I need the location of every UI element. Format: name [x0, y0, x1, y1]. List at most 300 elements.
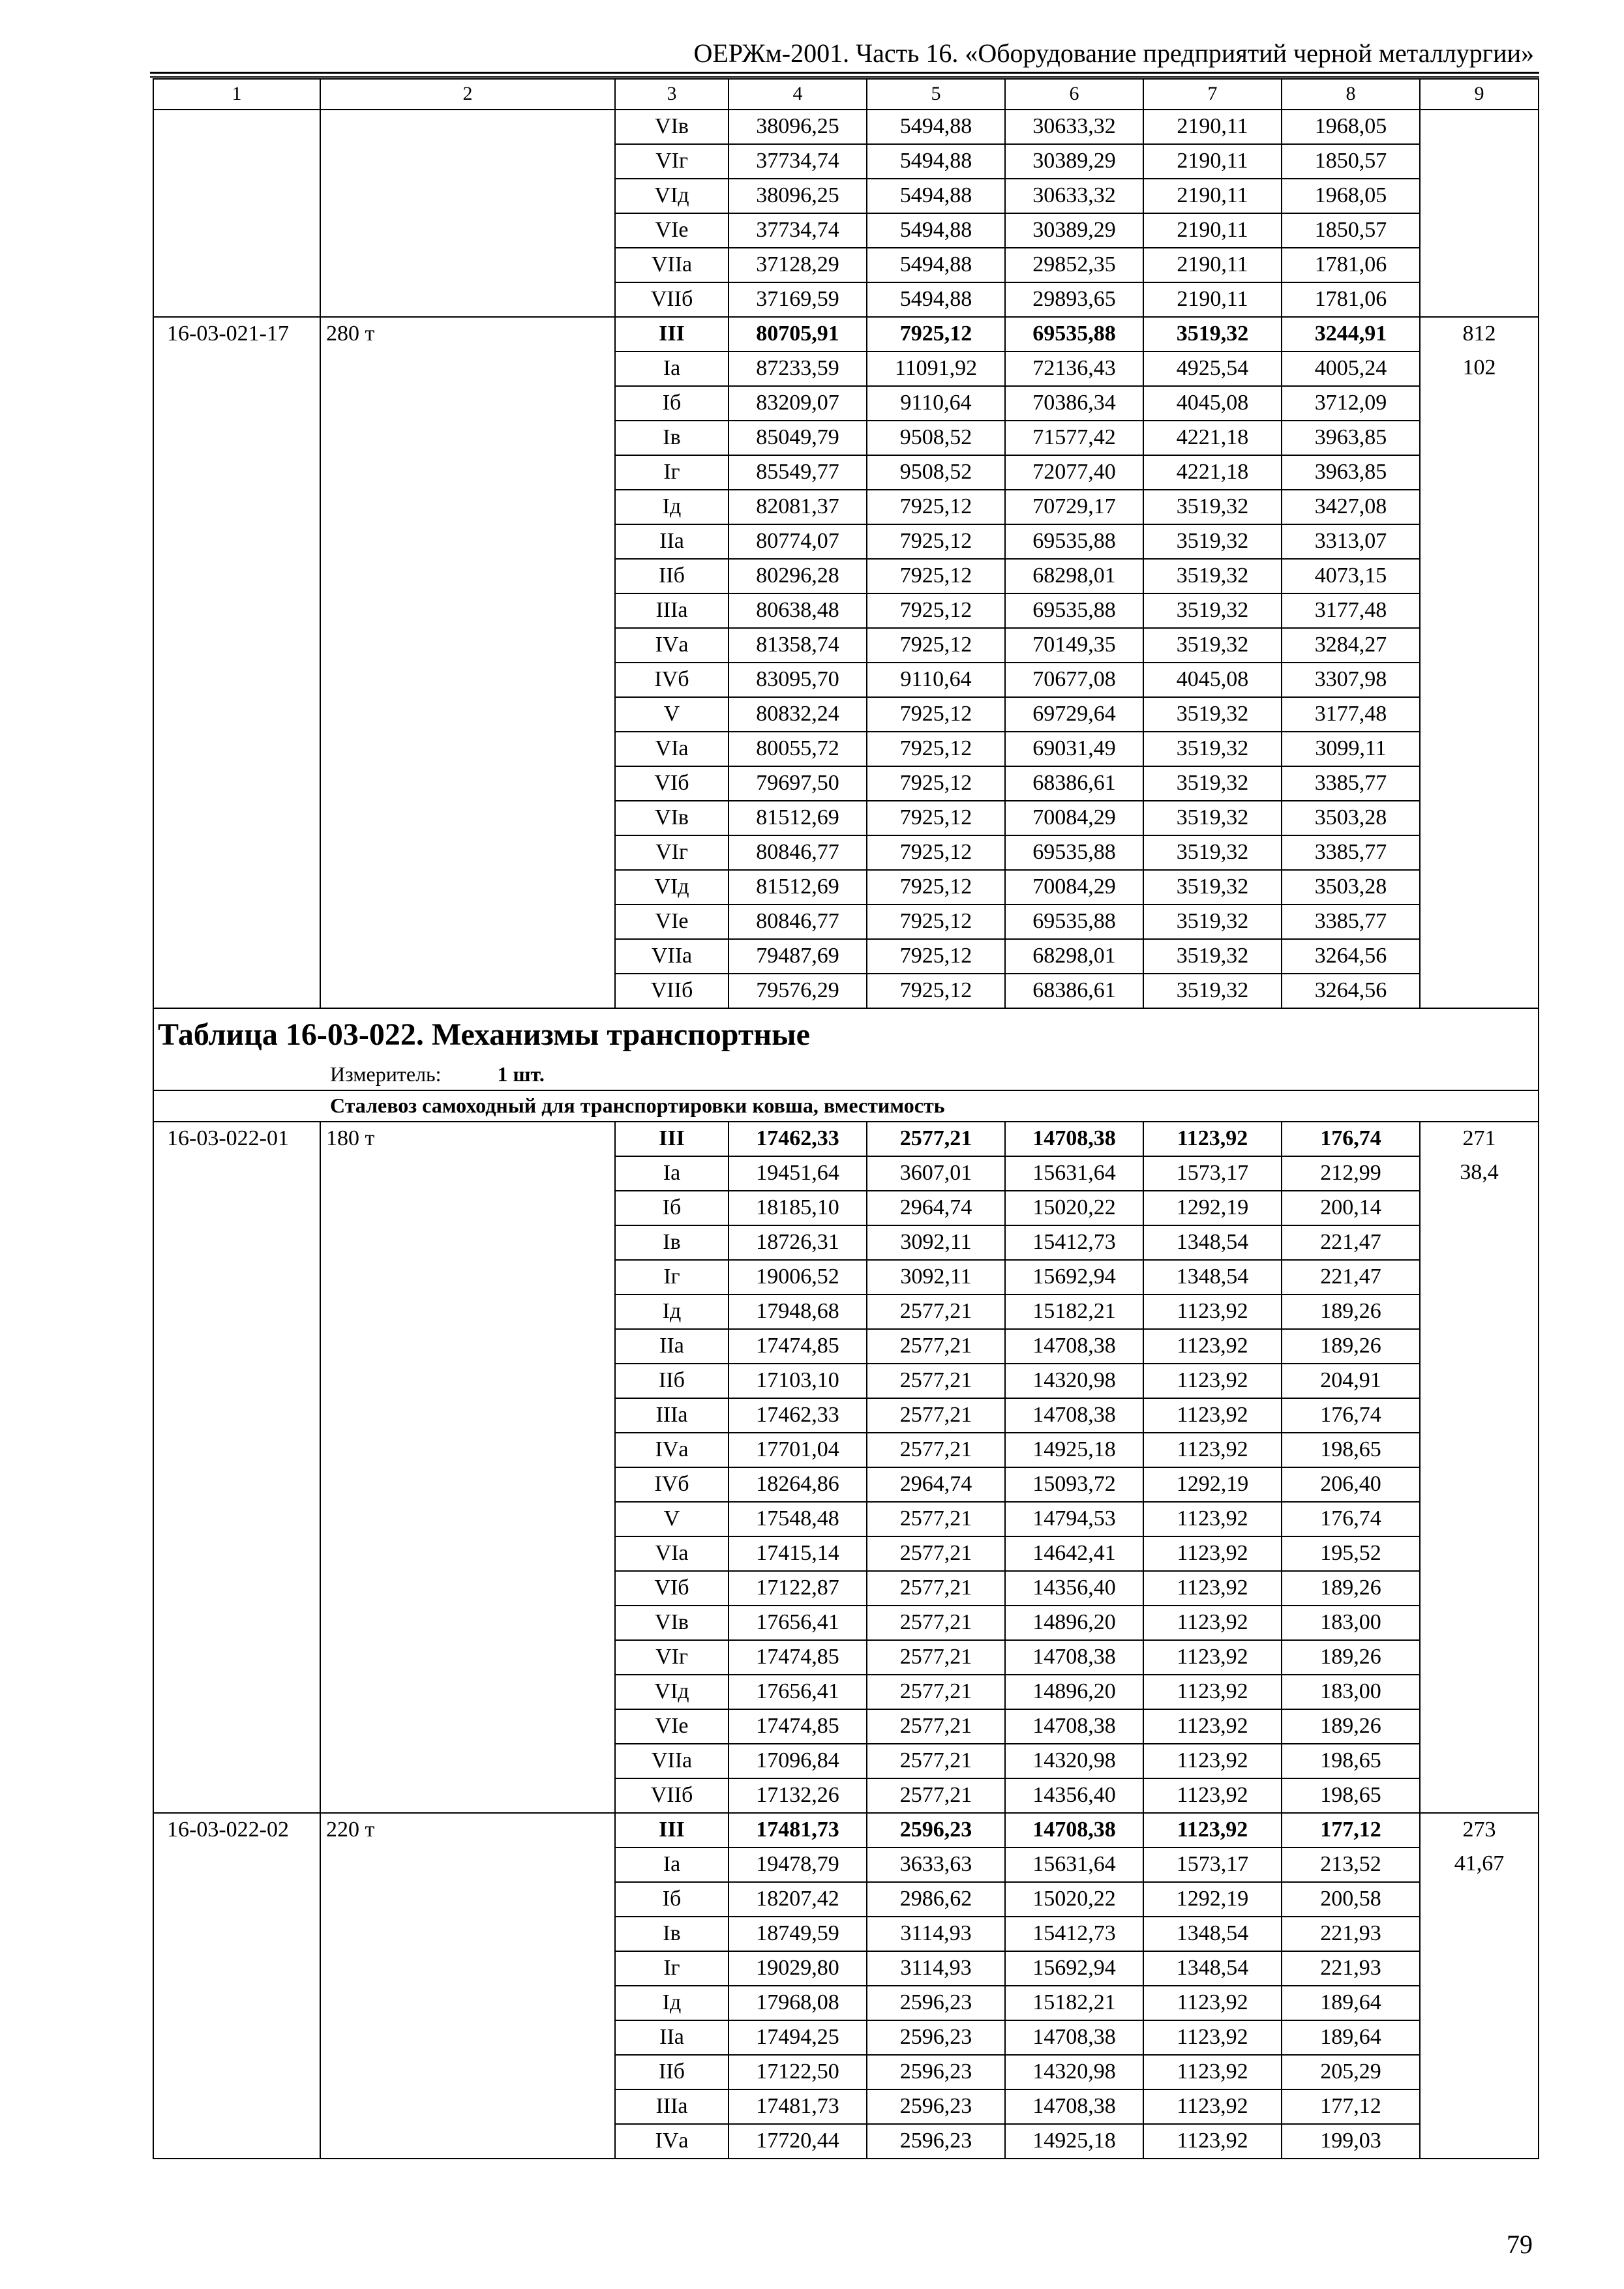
value-cell: 3519,32 — [1143, 905, 1282, 939]
zone-cell: VIв — [615, 1606, 729, 1640]
value-cell: 69729,64 — [1005, 697, 1143, 732]
value-cell: 17103,10 — [729, 1364, 867, 1398]
code-cell — [153, 1329, 320, 1364]
zone-cell: IIб — [615, 1364, 729, 1398]
zone-cell: Iд — [615, 490, 729, 524]
value-cell: 2190,11 — [1143, 144, 1282, 179]
extra-cell — [1420, 1640, 1539, 1675]
value-cell: 3284,27 — [1282, 628, 1420, 663]
value-cell: 198,65 — [1282, 1778, 1420, 1813]
extra-cell — [1420, 524, 1539, 559]
page-header — [150, 34, 1539, 74]
extra-cell — [1420, 835, 1539, 870]
table-title: Таблица 16-03-022. Механизмы транспортные — [153, 1008, 1539, 1061]
name-cell — [320, 213, 615, 248]
value-cell: 198,65 — [1282, 1744, 1420, 1778]
column-number: 2 — [320, 79, 615, 110]
value-cell: 2596,23 — [867, 1813, 1005, 1848]
value-cell: 2596,23 — [867, 2124, 1005, 2159]
value-cell: 3313,07 — [1282, 524, 1420, 559]
value-cell: 17481,73 — [729, 2089, 867, 2124]
code-cell — [153, 732, 320, 766]
value-cell: 29893,65 — [1005, 282, 1143, 317]
extra-cell: 271 — [1420, 1122, 1539, 1156]
code-cell — [153, 1191, 320, 1225]
table-row — [153, 559, 1539, 593]
value-cell: 2577,21 — [867, 1294, 1005, 1329]
extra-cell — [1420, 1951, 1539, 1986]
value-cell: 2577,21 — [867, 1122, 1005, 1156]
value-cell: 1123,92 — [1143, 1606, 1282, 1640]
value-cell: 4925,54 — [1143, 352, 1282, 386]
value-cell: 15692,94 — [1005, 1951, 1143, 1986]
value-cell: 15020,22 — [1005, 1882, 1143, 1917]
value-cell: 30389,29 — [1005, 144, 1143, 179]
value-cell: 15182,21 — [1005, 1986, 1143, 2020]
value-cell: 17701,04 — [729, 1433, 867, 1467]
value-cell: 7925,12 — [867, 905, 1005, 939]
value-cell: 4221,18 — [1143, 421, 1282, 455]
value-cell: 2577,21 — [867, 1329, 1005, 1364]
zone-cell: IIб — [615, 559, 729, 593]
name-cell — [320, 1329, 615, 1364]
value-cell: 19006,52 — [729, 1260, 867, 1294]
value-cell: 200,58 — [1282, 1882, 1420, 1917]
value-cell: 5494,88 — [867, 248, 1005, 282]
value-cell: 14320,98 — [1005, 1364, 1143, 1398]
value-cell: 199,03 — [1282, 2124, 1420, 2159]
name-cell — [320, 1709, 615, 1744]
zone-cell: Iв — [615, 1917, 729, 1951]
code-cell — [153, 421, 320, 455]
value-cell: 80832,24 — [729, 697, 867, 732]
value-cell: 3307,98 — [1282, 663, 1420, 697]
value-cell: 3519,32 — [1143, 870, 1282, 905]
value-cell: 3385,77 — [1282, 905, 1420, 939]
code-cell — [153, 1917, 320, 1951]
table-row — [153, 1536, 1539, 1571]
value-cell: 69031,49 — [1005, 732, 1143, 766]
zone-cell: IIа — [615, 2020, 729, 2055]
value-cell: 3385,77 — [1282, 835, 1420, 870]
value-cell: 17462,33 — [729, 1122, 867, 1156]
zone-cell: VIIб — [615, 282, 729, 317]
name-cell — [320, 490, 615, 524]
value-cell: 2190,11 — [1143, 282, 1282, 317]
value-cell: 2596,23 — [867, 2055, 1005, 2089]
table-row — [153, 1848, 1539, 1882]
zone-cell: IVа — [615, 628, 729, 663]
column-number: 9 — [1420, 79, 1539, 110]
value-cell: 18264,86 — [729, 1467, 867, 1502]
name-cell — [320, 1364, 615, 1398]
value-cell: 2577,21 — [867, 1606, 1005, 1640]
value-cell: 212,99 — [1282, 1156, 1420, 1191]
value-cell: 7925,12 — [867, 939, 1005, 974]
table-row — [153, 974, 1539, 1008]
zone-cell: IIа — [615, 524, 729, 559]
table-row — [153, 905, 1539, 939]
extra-cell — [1420, 1571, 1539, 1606]
table-row — [153, 386, 1539, 421]
value-cell: 2577,21 — [867, 1709, 1005, 1744]
value-cell: 200,14 — [1282, 1191, 1420, 1225]
table-row — [153, 179, 1539, 213]
value-cell: 7925,12 — [867, 524, 1005, 559]
code-cell — [153, 1709, 320, 1744]
value-cell: 17132,26 — [729, 1778, 867, 1813]
value-cell: 1850,57 — [1282, 144, 1420, 179]
value-cell: 83095,70 — [729, 663, 867, 697]
zone-cell: V — [615, 697, 729, 732]
name-cell: 180 т — [320, 1122, 615, 1156]
value-cell: 3519,32 — [1143, 766, 1282, 801]
value-cell: 70084,29 — [1005, 801, 1143, 835]
table-row — [153, 1744, 1539, 1778]
value-cell: 2577,21 — [867, 1364, 1005, 1398]
extra-cell — [1420, 2124, 1539, 2159]
table-row — [153, 1294, 1539, 1329]
zone-cell: V — [615, 1502, 729, 1536]
value-cell: 71577,42 — [1005, 421, 1143, 455]
table-row — [153, 593, 1539, 628]
value-cell: 3177,48 — [1282, 593, 1420, 628]
table-row — [153, 697, 1539, 732]
code-cell — [153, 1260, 320, 1294]
code-cell — [153, 870, 320, 905]
code-cell — [153, 801, 320, 835]
value-cell: 15182,21 — [1005, 1294, 1143, 1329]
zone-cell: VIа — [615, 732, 729, 766]
extra-cell — [1420, 179, 1539, 213]
value-cell: 2577,21 — [867, 1398, 1005, 1433]
code-cell — [153, 1951, 320, 1986]
value-cell: 2577,21 — [867, 1640, 1005, 1675]
value-cell: 14320,98 — [1005, 2055, 1143, 2089]
name-cell — [320, 1917, 615, 1951]
value-cell: 1123,92 — [1143, 1813, 1282, 1848]
extra-cell — [1420, 1398, 1539, 1433]
zone-cell: VIа — [615, 1536, 729, 1571]
value-cell: 80638,48 — [729, 593, 867, 628]
value-cell: 19478,79 — [729, 1848, 867, 1882]
table-row — [153, 1156, 1539, 1191]
value-cell: 37169,59 — [729, 282, 867, 317]
table-row — [153, 352, 1539, 386]
value-cell: 7925,12 — [867, 766, 1005, 801]
value-cell: 7925,12 — [867, 732, 1005, 766]
zone-cell: Iб — [615, 1191, 729, 1225]
value-cell: 14708,38 — [1005, 1709, 1143, 1744]
table-row — [153, 1778, 1539, 1813]
extra-cell — [1420, 628, 1539, 663]
value-cell: 18726,31 — [729, 1225, 867, 1260]
value-cell: 5494,88 — [867, 282, 1005, 317]
value-cell: 79697,50 — [729, 766, 867, 801]
value-cell: 19029,80 — [729, 1951, 867, 1986]
value-cell: 17462,33 — [729, 1398, 867, 1433]
zone-cell: IIIа — [615, 593, 729, 628]
value-cell: 19451,64 — [729, 1156, 867, 1191]
value-cell: 189,26 — [1282, 1640, 1420, 1675]
value-cell: 80705,91 — [729, 317, 867, 352]
zone-cell: VIе — [615, 1709, 729, 1744]
value-cell: 1292,19 — [1143, 1882, 1282, 1917]
value-cell: 3633,63 — [867, 1848, 1005, 1882]
value-cell: 38096,25 — [729, 179, 867, 213]
table-row — [153, 1986, 1539, 2020]
value-cell: 1348,54 — [1143, 1225, 1282, 1260]
value-cell: 30389,29 — [1005, 213, 1143, 248]
code-cell — [153, 2089, 320, 2124]
table-row — [153, 1364, 1539, 1398]
code-cell — [153, 835, 320, 870]
table-row — [153, 1191, 1539, 1225]
code-cell — [153, 1848, 320, 1882]
value-cell: 7925,12 — [867, 974, 1005, 1008]
table-row — [153, 870, 1539, 905]
value-cell: 69535,88 — [1005, 524, 1143, 559]
table-row — [153, 2124, 1539, 2159]
value-cell: 221,47 — [1282, 1260, 1420, 1294]
value-cell: 14320,98 — [1005, 1744, 1143, 1778]
value-cell: 2577,21 — [867, 1778, 1005, 1813]
table-row — [153, 1813, 1539, 1848]
value-cell: 1781,06 — [1282, 282, 1420, 317]
value-cell: 1123,92 — [1143, 1433, 1282, 1467]
table-row — [153, 1398, 1539, 1433]
value-cell: 17096,84 — [729, 1744, 867, 1778]
name-cell — [320, 663, 615, 697]
code-cell — [153, 974, 320, 1008]
value-cell: 205,29 — [1282, 2055, 1420, 2089]
code-cell — [153, 1433, 320, 1467]
value-cell: 3092,11 — [867, 1260, 1005, 1294]
name-cell — [320, 352, 615, 386]
code-cell: 16-03-022-02 — [153, 1813, 320, 1848]
value-cell: 3519,32 — [1143, 317, 1282, 352]
table-row — [153, 421, 1539, 455]
zone-cell: IIа — [615, 1329, 729, 1364]
extra-cell — [1420, 248, 1539, 282]
value-cell: 17122,87 — [729, 1571, 867, 1606]
code-cell — [153, 697, 320, 732]
header-rule — [150, 76, 1539, 78]
value-cell: 2964,74 — [867, 1191, 1005, 1225]
extra-cell: 102 — [1420, 352, 1539, 386]
value-cell: 17548,48 — [729, 1502, 867, 1536]
value-cell: 221,47 — [1282, 1225, 1420, 1260]
code-cell — [153, 144, 320, 179]
value-cell: 1123,92 — [1143, 1398, 1282, 1433]
table-row — [153, 1329, 1539, 1364]
code-cell — [153, 2055, 320, 2089]
value-cell: 2596,23 — [867, 2020, 1005, 2055]
value-cell: 3519,32 — [1143, 628, 1282, 663]
table-row — [153, 2020, 1539, 2055]
value-cell: 3519,32 — [1143, 939, 1282, 974]
value-cell: 4045,08 — [1143, 386, 1282, 421]
value-cell: 70084,29 — [1005, 870, 1143, 905]
measure-value: 1 шт. — [497, 1062, 545, 1086]
extra-cell — [1420, 1778, 1539, 1813]
value-cell: 1781,06 — [1282, 248, 1420, 282]
zone-cell: Iа — [615, 1156, 729, 1191]
code-cell — [153, 2124, 320, 2159]
zone-cell: Iв — [615, 421, 729, 455]
zone-cell: VIд — [615, 870, 729, 905]
name-cell — [320, 1951, 615, 1986]
value-cell: 17481,73 — [729, 1813, 867, 1848]
table-title-row — [153, 1008, 1539, 1061]
value-cell: 17474,85 — [729, 1640, 867, 1675]
value-cell: 7925,12 — [867, 628, 1005, 663]
extra-cell — [1420, 1986, 1539, 2020]
value-cell: 3114,93 — [867, 1951, 1005, 1986]
extra-cell — [1420, 939, 1539, 974]
value-cell: 2190,11 — [1143, 179, 1282, 213]
value-cell: 3092,11 — [867, 1225, 1005, 1260]
value-cell: 2190,11 — [1143, 110, 1282, 144]
extra-cell — [1420, 732, 1539, 766]
value-cell: 81358,74 — [729, 628, 867, 663]
name-cell — [320, 905, 615, 939]
code-cell — [153, 110, 320, 144]
table-row — [153, 1225, 1539, 1260]
extra-cell — [1420, 213, 1539, 248]
value-cell: 68386,61 — [1005, 974, 1143, 1008]
value-cell: 17415,14 — [729, 1536, 867, 1571]
value-cell: 1123,92 — [1143, 1122, 1282, 1156]
name-cell — [320, 1571, 615, 1606]
value-cell: 69535,88 — [1005, 905, 1143, 939]
value-cell: 15692,94 — [1005, 1260, 1143, 1294]
value-cell: 213,52 — [1282, 1848, 1420, 1882]
value-cell: 1850,57 — [1282, 213, 1420, 248]
extra-cell — [1420, 490, 1539, 524]
extra-cell — [1420, 766, 1539, 801]
table-row — [153, 2055, 1539, 2089]
extra-cell — [1420, 144, 1539, 179]
extra-cell — [1420, 2055, 1539, 2089]
value-cell: 1123,92 — [1143, 1709, 1282, 1744]
extra-cell — [1420, 1882, 1539, 1917]
zone-cell: VIIб — [615, 974, 729, 1008]
value-cell: 2964,74 — [867, 1467, 1005, 1502]
value-cell: 2577,21 — [867, 1433, 1005, 1467]
value-cell: 30633,32 — [1005, 179, 1143, 213]
value-cell: 7925,12 — [867, 490, 1005, 524]
name-cell — [320, 1156, 615, 1191]
value-cell: 18185,10 — [729, 1191, 867, 1225]
value-cell: 15020,22 — [1005, 1191, 1143, 1225]
code-cell — [153, 524, 320, 559]
value-cell: 7925,12 — [867, 317, 1005, 352]
zone-cell: VIб — [615, 1571, 729, 1606]
name-cell — [320, 179, 615, 213]
zone-cell: Iд — [615, 1294, 729, 1329]
table-row — [153, 1709, 1539, 1744]
value-cell: 11091,92 — [867, 352, 1005, 386]
value-cell: 17720,44 — [729, 2124, 867, 2159]
code-cell — [153, 490, 320, 524]
name-cell — [320, 766, 615, 801]
value-cell: 4221,18 — [1143, 455, 1282, 490]
value-cell: 68298,01 — [1005, 939, 1143, 974]
code-cell: 16-03-022-01 — [153, 1122, 320, 1156]
extra-cell — [1420, 2089, 1539, 2124]
value-cell: 79576,29 — [729, 974, 867, 1008]
page-number: 79 — [1507, 2230, 1533, 2259]
name-cell — [320, 2089, 615, 2124]
value-cell: 7925,12 — [867, 870, 1005, 905]
table-row — [153, 1122, 1539, 1156]
value-cell: 7925,12 — [867, 801, 1005, 835]
extra-cell — [1420, 1917, 1539, 1951]
value-cell: 72136,43 — [1005, 352, 1143, 386]
zone-cell: III — [615, 317, 729, 352]
code-cell — [153, 179, 320, 213]
zone-cell: III — [615, 1813, 729, 1848]
name-cell — [320, 593, 615, 628]
value-cell: 70677,08 — [1005, 663, 1143, 697]
value-cell: 17494,25 — [729, 2020, 867, 2055]
name-cell: 280 т — [320, 317, 615, 352]
value-cell: 2190,11 — [1143, 213, 1282, 248]
value-cell: 14925,18 — [1005, 2124, 1143, 2159]
value-cell: 2596,23 — [867, 2089, 1005, 2124]
name-cell — [320, 282, 615, 317]
value-cell: 72077,40 — [1005, 455, 1143, 490]
value-cell: 14794,53 — [1005, 1502, 1143, 1536]
name-cell — [320, 1294, 615, 1329]
zone-cell: VIд — [615, 179, 729, 213]
value-cell: 14896,20 — [1005, 1606, 1143, 1640]
value-cell: 83209,07 — [729, 386, 867, 421]
table-row — [153, 1951, 1539, 1986]
extra-cell — [1420, 697, 1539, 732]
zone-cell: VIIа — [615, 248, 729, 282]
extra-cell — [1420, 1467, 1539, 1502]
extra-cell — [1420, 1191, 1539, 1225]
zone-cell: VIIа — [615, 939, 729, 974]
value-cell: 15412,73 — [1005, 1917, 1143, 1951]
extra-cell — [1420, 663, 1539, 697]
document-title: ОЕРЖм-2001. Часть 16. «Оборудование предприятий черной металлургии» — [693, 38, 1534, 68]
name-cell — [320, 1606, 615, 1640]
value-cell: 1123,92 — [1143, 2089, 1282, 2124]
measure-row — [153, 1061, 1539, 1090]
zone-cell: Iд — [615, 1986, 729, 2020]
value-cell: 1123,92 — [1143, 2055, 1282, 2089]
value-cell: 1123,92 — [1143, 1778, 1282, 1813]
table-row — [153, 1260, 1539, 1294]
value-cell: 2577,21 — [867, 1502, 1005, 1536]
value-cell: 17948,68 — [729, 1294, 867, 1329]
table-row — [153, 2089, 1539, 2124]
code-cell — [153, 628, 320, 663]
column-number: 8 — [1282, 79, 1420, 110]
value-cell: 17968,08 — [729, 1986, 867, 2020]
value-cell: 1123,92 — [1143, 1364, 1282, 1398]
name-cell — [320, 732, 615, 766]
value-cell: 198,65 — [1282, 1433, 1420, 1467]
value-cell: 18207,42 — [729, 1882, 867, 1917]
table-row — [153, 1882, 1539, 1917]
name-cell — [320, 974, 615, 1008]
value-cell: 1573,17 — [1143, 1156, 1282, 1191]
code-cell — [153, 282, 320, 317]
